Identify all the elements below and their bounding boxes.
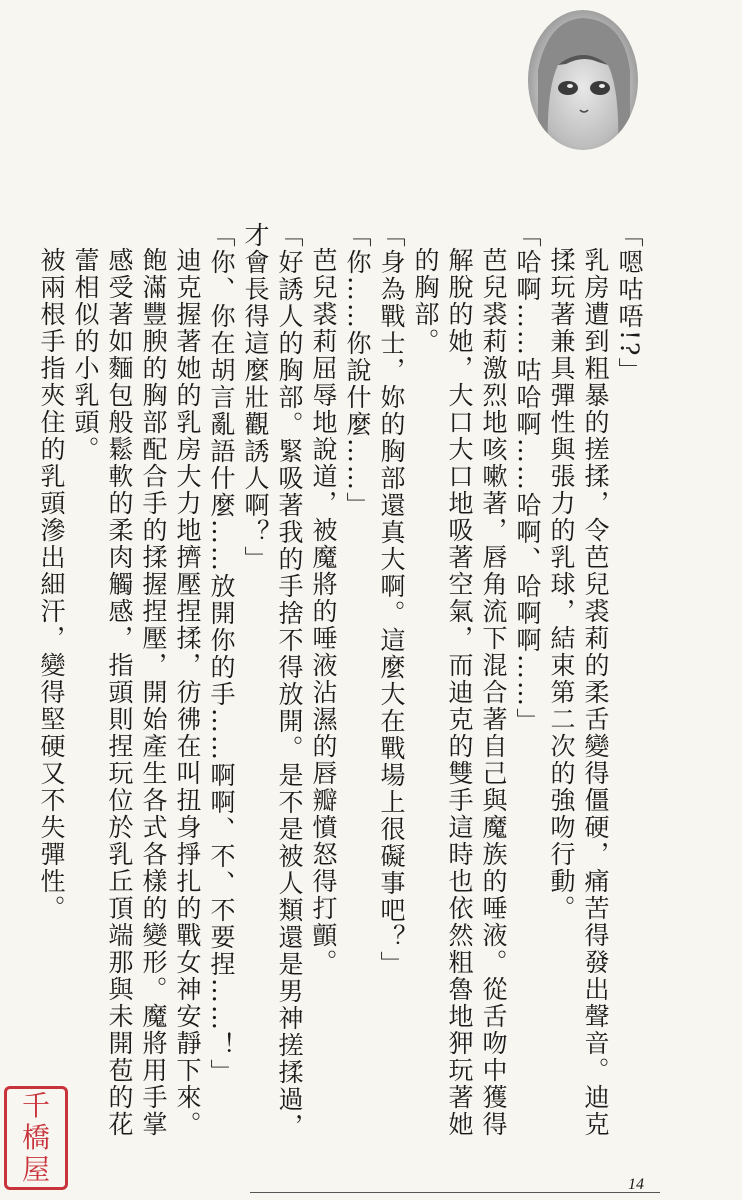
publisher-seal — [4, 1086, 68, 1190]
page-footer-rule — [250, 1192, 660, 1193]
paragraph: 「身為戰士，妳的胸部還真大啊。這麼大在戰場上很礙事吧？」 — [377, 222, 406, 978]
paragraph: 芭兒裘莉屈辱地說道，被魔將的唾液沾濕的唇瓣憤怒得打顫。 — [309, 247, 338, 976]
character-portrait — [528, 10, 638, 150]
seal-char: 屋 — [21, 1153, 50, 1186]
vertical-text-body — [37, 222, 646, 1142]
seal-char: 橋 — [21, 1121, 50, 1154]
page-number: 14 — [628, 1176, 644, 1193]
paragraph: 乳房遭到粗暴的搓揉，令芭兒裘莉的柔舌變得僵硬，痛苦得發出聲音。迪克揉玩著兼具彈性與張力的乳球，結束第二次的強吻行動。 — [547, 247, 610, 1138]
paragraph: 「哈啊……咕哈啊……哈啊、哈啊啊……」 — [513, 222, 542, 735]
paragraph: 「嗯咕唔!?」 — [615, 222, 644, 385]
seal-char: 千 — [21, 1089, 50, 1122]
paragraph: 「你……你說什麼……」 — [343, 222, 372, 519]
paragraph: 迪克握著她的乳房大力地擠壓捏揉，彷彿在叫扭身掙扎的戰女神安靜下來。飽滿豐腴的胸部配合手的揉握捏壓，開始產生各式各樣的變形。魔將用手掌感受著如麵包般鬆軟的柔肉觸感，指頭則捏玩位於乳丘頂端那與未開苞的花蕾相似的小乳頭。 — [71, 247, 202, 1138]
paragraph: 被兩根手指夾住的乳頭滲出細汗，變得堅硬又不失彈性。 — [37, 247, 66, 922]
paragraph: 「好誘人的胸部。緊吸著我的手捨不得放開。是不是被人類還是男神搓揉過，才會長得這麼壯觀誘人啊？」 — [241, 222, 304, 1140]
portrait-drawing — [528, 10, 638, 150]
paragraph: 芭兒裘莉激烈地咳嗽著，唇角流下混合著自己與魔族的唾液。從舌吻中獲得解脫的她，大口大口地吸著空氣，而迪克的雙手這時也依然粗魯地狎玩著她的胸部。 — [411, 247, 508, 1138]
paragraph: 「你、你在胡言亂語什麼……放開你的手……啊啊、不、不要捏……！」 — [207, 222, 236, 1086]
